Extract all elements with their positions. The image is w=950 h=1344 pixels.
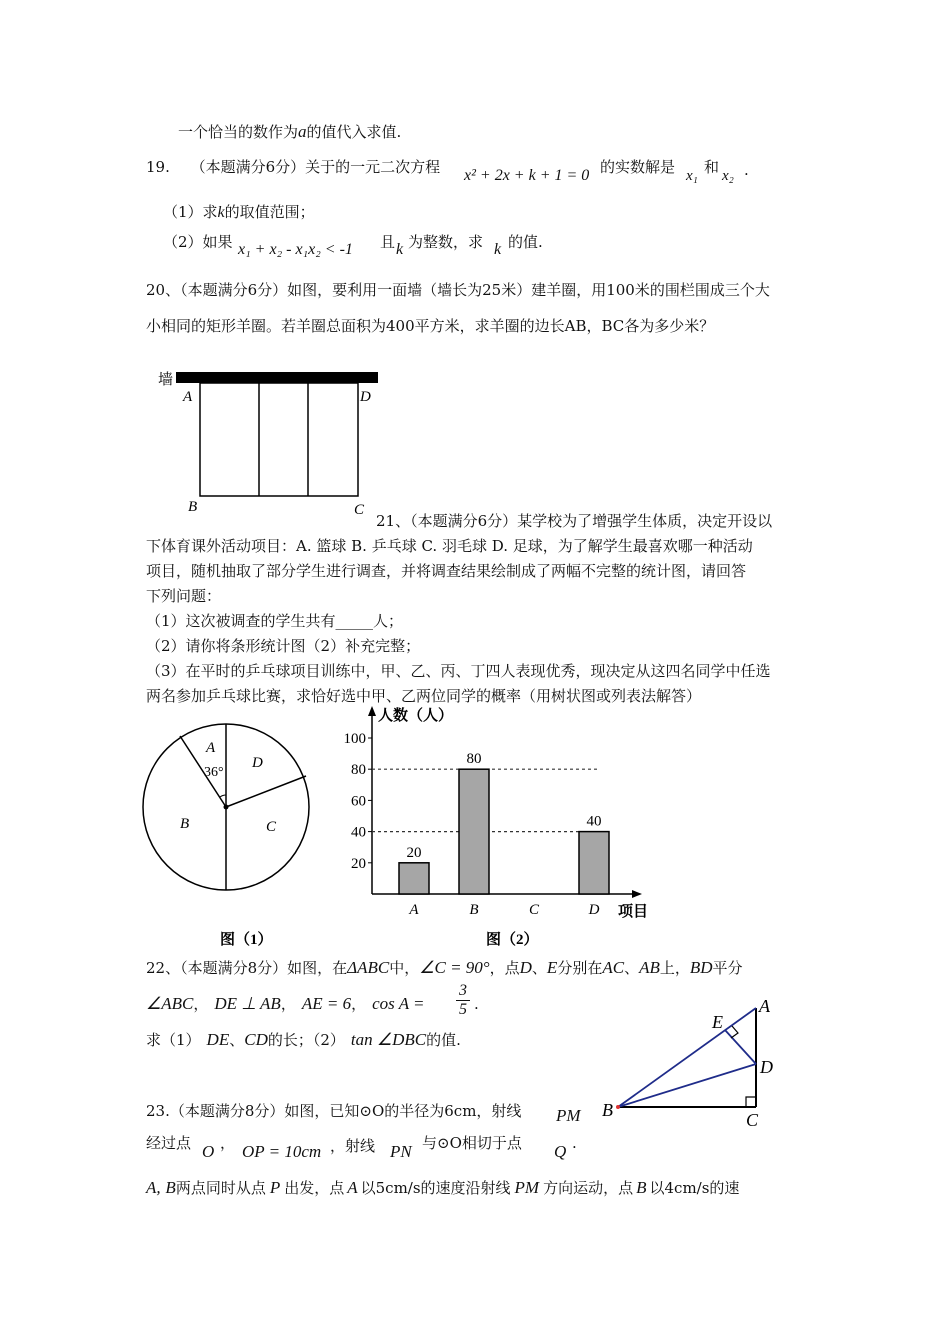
label-D: D bbox=[360, 389, 371, 405]
q23-Q: Q bbox=[554, 1142, 567, 1161]
q22-fraction bbox=[456, 982, 470, 1019]
label-C: C bbox=[354, 502, 365, 518]
tri-label-A: A bbox=[759, 996, 770, 1016]
y-axis-arrow bbox=[368, 706, 376, 716]
q22-l2h: . bbox=[474, 995, 479, 1013]
point-B bbox=[616, 1105, 620, 1109]
right-angle-E bbox=[731, 1026, 738, 1038]
x-tick-label-C: C bbox=[528, 902, 540, 918]
bar-value-label-D: 40 bbox=[586, 813, 602, 830]
q22-l1c: 中， bbox=[389, 959, 420, 977]
q20-line2: 小相同的矩形羊圈。若羊圈总面积为400平方米，求羊圈的边长AB，BC各为多少米？ bbox=[146, 317, 715, 335]
bar-D bbox=[579, 832, 609, 894]
line0-text: 一个恰当的数作为 bbox=[178, 123, 299, 141]
q19-p2-k: k bbox=[396, 241, 404, 258]
sheep-pen-figure bbox=[150, 364, 390, 524]
x-tick-label-A: A bbox=[409, 902, 419, 918]
q23-OP: OP = 10cm bbox=[242, 1142, 322, 1161]
q22-l1m: 上， bbox=[659, 959, 690, 977]
y-axis-label: 人数（人） bbox=[378, 708, 454, 724]
q22-AB: AB bbox=[639, 958, 660, 977]
q22-line2 bbox=[146, 994, 425, 1014]
q22-l3e: 的长；（2） bbox=[267, 1031, 345, 1049]
q19-p2-expr: x₁ + x₂ - x₁x₂ < -1 bbox=[238, 241, 353, 258]
pie-label-B: B bbox=[180, 816, 190, 832]
q19-line1 bbox=[146, 157, 440, 177]
q21-q1: （1）这次被调查的学生共有_____人； bbox=[146, 612, 404, 630]
x-axis-arrow bbox=[632, 890, 642, 898]
var-a: a bbox=[298, 122, 307, 141]
q19-number: 19. bbox=[146, 158, 170, 176]
q23-PM: PM bbox=[556, 1106, 581, 1125]
pie-label-A: A bbox=[206, 740, 216, 756]
q23-line3 bbox=[146, 1178, 739, 1198]
q23-l3k: 以4cm/s的速 bbox=[649, 1179, 740, 1197]
q22-cos: cos A = bbox=[372, 994, 425, 1013]
q19-part2: （2）如果 bbox=[163, 233, 233, 251]
q22-AC: AC bbox=[602, 958, 625, 977]
q22-DE: DE bbox=[206, 1030, 230, 1049]
y-tick-label-20: 20 bbox=[351, 855, 366, 872]
q19-p2-k2: k bbox=[494, 241, 502, 258]
bar-value-label-A: 20 bbox=[406, 844, 422, 861]
q21-q3a: （3）在平时的乒乓球项目训练中，甲、乙、丙、丁四人表现优秀，现决定从这四名同学中任选 bbox=[146, 662, 771, 680]
label-B: B bbox=[188, 499, 198, 515]
fraction-numerator: 3 bbox=[459, 982, 467, 999]
q23-l2a: 经过点 bbox=[146, 1134, 192, 1152]
pie-chart bbox=[140, 718, 320, 948]
q21-q2: （2）请你将条形统计图（2）补充完整； bbox=[146, 637, 421, 655]
q23-line1: 23.（本题满分8分）如图，已知⊙O的半径为6cm，射线 bbox=[146, 1102, 522, 1120]
tri-label-C: C bbox=[746, 1110, 759, 1130]
q23-B2: B bbox=[636, 1178, 647, 1197]
q22-l1i: 分别在 bbox=[557, 959, 603, 977]
q22-tan: tan ∠DBC bbox=[350, 1030, 427, 1049]
x-tick-label-D: D bbox=[588, 902, 600, 918]
q23-l3i: 方向运动，点 bbox=[543, 1179, 634, 1197]
q23-l2g: 与⊙O相切于点 bbox=[422, 1134, 522, 1152]
q19-p2-mid: 且 bbox=[380, 233, 396, 251]
var-k: k bbox=[217, 204, 225, 221]
bar-value-label-B: 80 bbox=[466, 751, 482, 768]
q19-p2-mid2: 为整数，求 bbox=[408, 233, 484, 251]
y-tick-label-60: 60 bbox=[351, 793, 366, 810]
q22-l1e: ，点 bbox=[489, 959, 520, 977]
segment-DE bbox=[725, 1030, 756, 1064]
q19-part1 bbox=[163, 202, 315, 223]
x-tick-label-B: B bbox=[469, 902, 479, 918]
q22-l3c: 、 bbox=[229, 1031, 245, 1049]
q23-l3c: 两点同时从点 bbox=[175, 1179, 266, 1197]
q22-line1 bbox=[146, 958, 743, 978]
q22-l2d: ， bbox=[280, 995, 296, 1013]
q23-O: O bbox=[202, 1142, 215, 1161]
q22-CD: CD bbox=[244, 1030, 268, 1049]
tri-label-E: E bbox=[712, 1012, 723, 1032]
q23-B: B bbox=[165, 1178, 176, 1197]
q23-PM2: PM bbox=[514, 1178, 540, 1197]
right-angle-C bbox=[746, 1097, 756, 1107]
bar-chart bbox=[330, 700, 660, 950]
q19-p1-text: （1）求 bbox=[163, 203, 218, 221]
text-line-0 bbox=[178, 122, 401, 142]
line0-end: 的值代入求值. bbox=[306, 123, 402, 141]
q22-l2f: ， bbox=[351, 995, 367, 1013]
q22-triangle: ΔABC bbox=[347, 958, 390, 977]
q21-line3: 项目，随机抽取了部分学生进行调查，并将调查结果绘制成了两幅不完整的统计图，请回答 bbox=[146, 562, 747, 580]
tri-label-B: B bbox=[602, 1100, 613, 1120]
q22-D: D bbox=[519, 958, 532, 977]
side-AB bbox=[618, 1008, 756, 1107]
wall-label: 墙 bbox=[158, 372, 174, 388]
q19-and: 和 bbox=[704, 158, 720, 176]
q22-line3 bbox=[146, 1030, 461, 1050]
fraction-denominator: 5 bbox=[456, 1000, 470, 1019]
q19-x2: x₂ bbox=[722, 168, 734, 184]
q22-perp: DE ⊥ AB bbox=[214, 994, 281, 1013]
q22-l1o: 平分 bbox=[712, 959, 743, 977]
q20-line1: 20、（本题满分6分）如图，要利用一面墙（墙长为25米）建羊圈，用100米的围栏围成三个大 bbox=[146, 281, 770, 299]
q22-ae: AE = 6 bbox=[301, 994, 352, 1013]
wall bbox=[176, 372, 378, 383]
q19-equation: x² + 2x + k + 1 = 0 bbox=[464, 167, 590, 184]
pie-line-d bbox=[226, 776, 306, 807]
triangle-figure bbox=[596, 990, 796, 1134]
q23-PN: PN bbox=[390, 1142, 412, 1161]
q23-l3e: 出发，点 bbox=[284, 1179, 345, 1197]
y-tick-label-100: 100 bbox=[343, 731, 366, 747]
q22-BD: BD bbox=[689, 958, 713, 977]
q23-l2i: . bbox=[572, 1134, 577, 1152]
q21-line4: 下列问题： bbox=[146, 587, 222, 605]
q23-A: A, bbox=[146, 1178, 161, 1197]
pie-label-angle: 36° bbox=[204, 765, 224, 780]
bar-A bbox=[399, 863, 429, 894]
q19-p2-end: 的值. bbox=[508, 233, 543, 251]
q23-l2c: ， bbox=[220, 1134, 236, 1152]
q22-l3a: 求（1） bbox=[146, 1031, 201, 1049]
pie-label-C: C bbox=[266, 819, 277, 835]
pie-center bbox=[224, 805, 229, 810]
q19-p1-end: 的取值范围； bbox=[224, 203, 315, 221]
pen-outline bbox=[200, 383, 358, 496]
y-tick-label-40: 40 bbox=[351, 824, 366, 841]
q23-l2e: ，射线 bbox=[330, 1137, 376, 1155]
q21-line2: 下体育课外活动项目：A. 篮球 B. 乒乓球 C. 羽毛球 D. 足球，为了解学生最喜欢哪一种活动 bbox=[146, 537, 753, 555]
label-A: A bbox=[183, 389, 193, 405]
q19-x1: x₁ bbox=[686, 168, 698, 184]
q19-end: . bbox=[744, 161, 749, 179]
segment-BD bbox=[618, 1064, 756, 1107]
q21-line1: 21、（本题满分6分）某学校为了增强学生体质，决定开设以 bbox=[376, 512, 773, 530]
tri-label-D: D bbox=[760, 1057, 773, 1077]
q22-l1g: 、 bbox=[531, 959, 547, 977]
q23-A2: A bbox=[347, 1178, 358, 1197]
pie-label-D: D bbox=[252, 755, 263, 771]
q22-angle-c: ∠C = 90° bbox=[419, 958, 490, 977]
q19-mid: 的实数解是 bbox=[600, 158, 676, 176]
q22-E: E bbox=[546, 958, 558, 977]
pie-angle-arc bbox=[220, 795, 226, 797]
q23-P: P bbox=[269, 1178, 281, 1197]
q22-l1a: 22、（本题满分8分）如图，在 bbox=[146, 959, 348, 977]
bar-caption: 图（2） bbox=[486, 932, 539, 948]
q19-head: （本题满分6分）关于的一元二次方程 bbox=[190, 158, 441, 176]
q22-l3g: 的值. bbox=[426, 1031, 461, 1049]
q22-angle-abc: ∠ABC bbox=[146, 994, 194, 1013]
pie-caption: 图（1） bbox=[220, 932, 273, 948]
q23-l3g: 以5cm/s的速度沿射线 bbox=[360, 1179, 511, 1197]
q22-l1k: 、 bbox=[624, 959, 640, 977]
bar-B bbox=[459, 769, 489, 894]
q21-q3b: 两名参加乒乓球比赛，求恰好选中甲、乙两位同学的概率（用树状图或列表法解答） bbox=[146, 687, 702, 705]
x-axis-label: 项目 bbox=[618, 904, 649, 920]
y-tick-label-80: 80 bbox=[351, 762, 366, 779]
q22-l2b: ， bbox=[193, 995, 209, 1013]
